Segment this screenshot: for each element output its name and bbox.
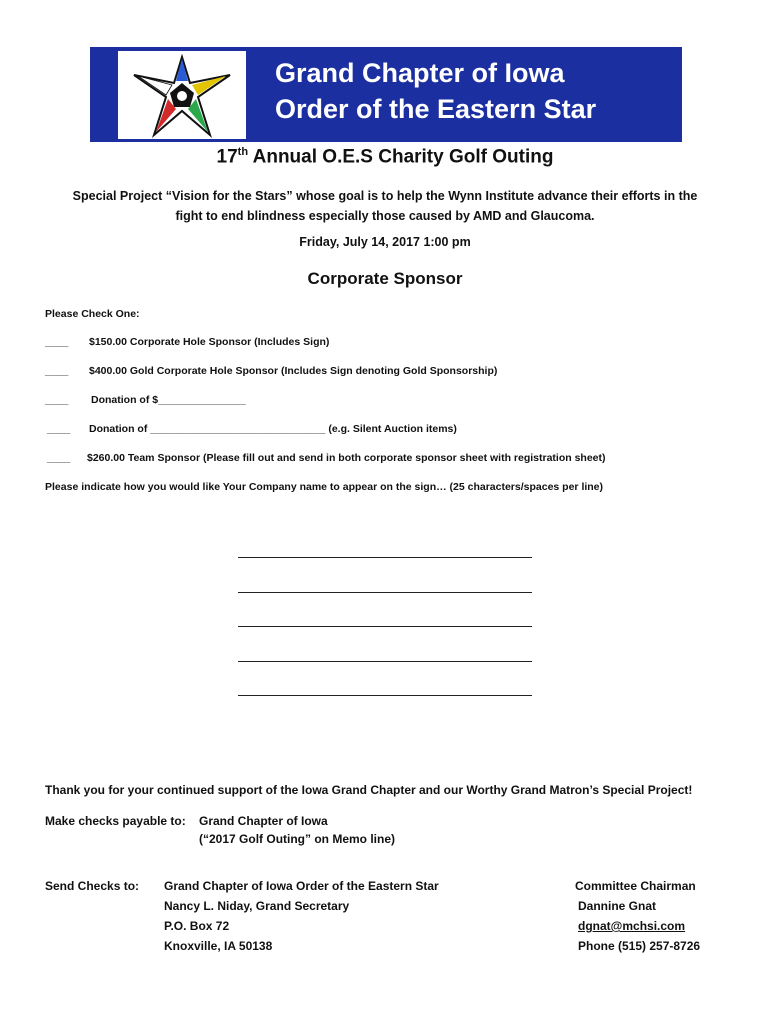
option-label-2: $400.00 Gold Corporate Hole Sponsor (Includes Sign denoting Gold Sponsorship) [89,365,498,377]
thank-you-note: Thank you for your continued support of the Iowa Grand Chapter and our Worthy Grand Matron’s Special Project! [45,783,693,797]
sign-prompt: Please indicate how you would like Your Company name to appear on the sign… (25 characters/spaces per line) [45,481,604,493]
committee-title: Committee Chairman [575,879,696,893]
payable-label: Make checks payable to: [45,814,186,828]
section-title: Corporate Sponsor [307,269,463,288]
send-address-line4: Knoxville, IA 50138 [164,939,273,953]
committee-phone: Phone (515) 257-8726 [578,939,701,953]
option-label-4: Donation of ______________________________ (e.g. Silent Auction items) [89,423,457,435]
sign-line-3[interactable] [238,626,532,627]
option-label-1: $150.00 Corporate Hole Sponsor (Includes Sign) [89,336,330,348]
payable-memo: (“2017 Golf Outing” on Memo line) [199,832,396,846]
option-blank-5[interactable]: ____ [47,452,71,464]
project-description: Special Project “Vision for the Stars” whose goal is to help the Wynn Institute advance their efforts in the fight to end blindness especially those caused by AMD and Glaucoma. [72,189,698,223]
option-blank-3[interactable]: ____ [45,394,69,406]
send-address-line2: Nancy L. Niday, Grand Secretary [164,899,350,913]
option-label-5: $260.00 Team Sponsor (Please fill out and send in both corporate sponsor sheet with registration sheet) [87,452,606,464]
option-blank-4[interactable]: ____ [47,423,71,435]
sign-line-2[interactable] [238,592,532,593]
sign-line-5[interactable] [238,695,532,696]
send-address-line1: Grand Chapter of Iowa Order of the Eastern Star [164,879,439,893]
option-blank-2[interactable]: ____ [45,365,69,377]
send-label: Send Checks to: [45,879,140,893]
banner-title-line2: Order of the Eastern Star [275,94,597,124]
payable-name: Grand Chapter of Iowa [199,814,328,828]
event-date: Friday, July 14, 2017 1:00 pm [299,235,471,249]
committee-email-link[interactable]: dgnat@mchsi.com [578,919,686,933]
check-prompt: Please Check One: [45,308,140,320]
banner-title-line1: Grand Chapter of Iowa [275,58,565,88]
sign-line-4[interactable] [238,661,532,662]
committee-name: Dannine Gnat [578,899,657,913]
page-title: 17th Annual O.E.S Charity Golf Outing [216,146,554,168]
header-banner [90,47,682,142]
sign-line-1[interactable] [238,557,532,558]
eastern-star-emblem-icon [118,51,246,139]
option-blank-1[interactable]: ____ [45,336,69,348]
send-address-line3: P.O. Box 72 [164,919,230,933]
option-label-3: Donation of $_______________ [91,394,246,406]
